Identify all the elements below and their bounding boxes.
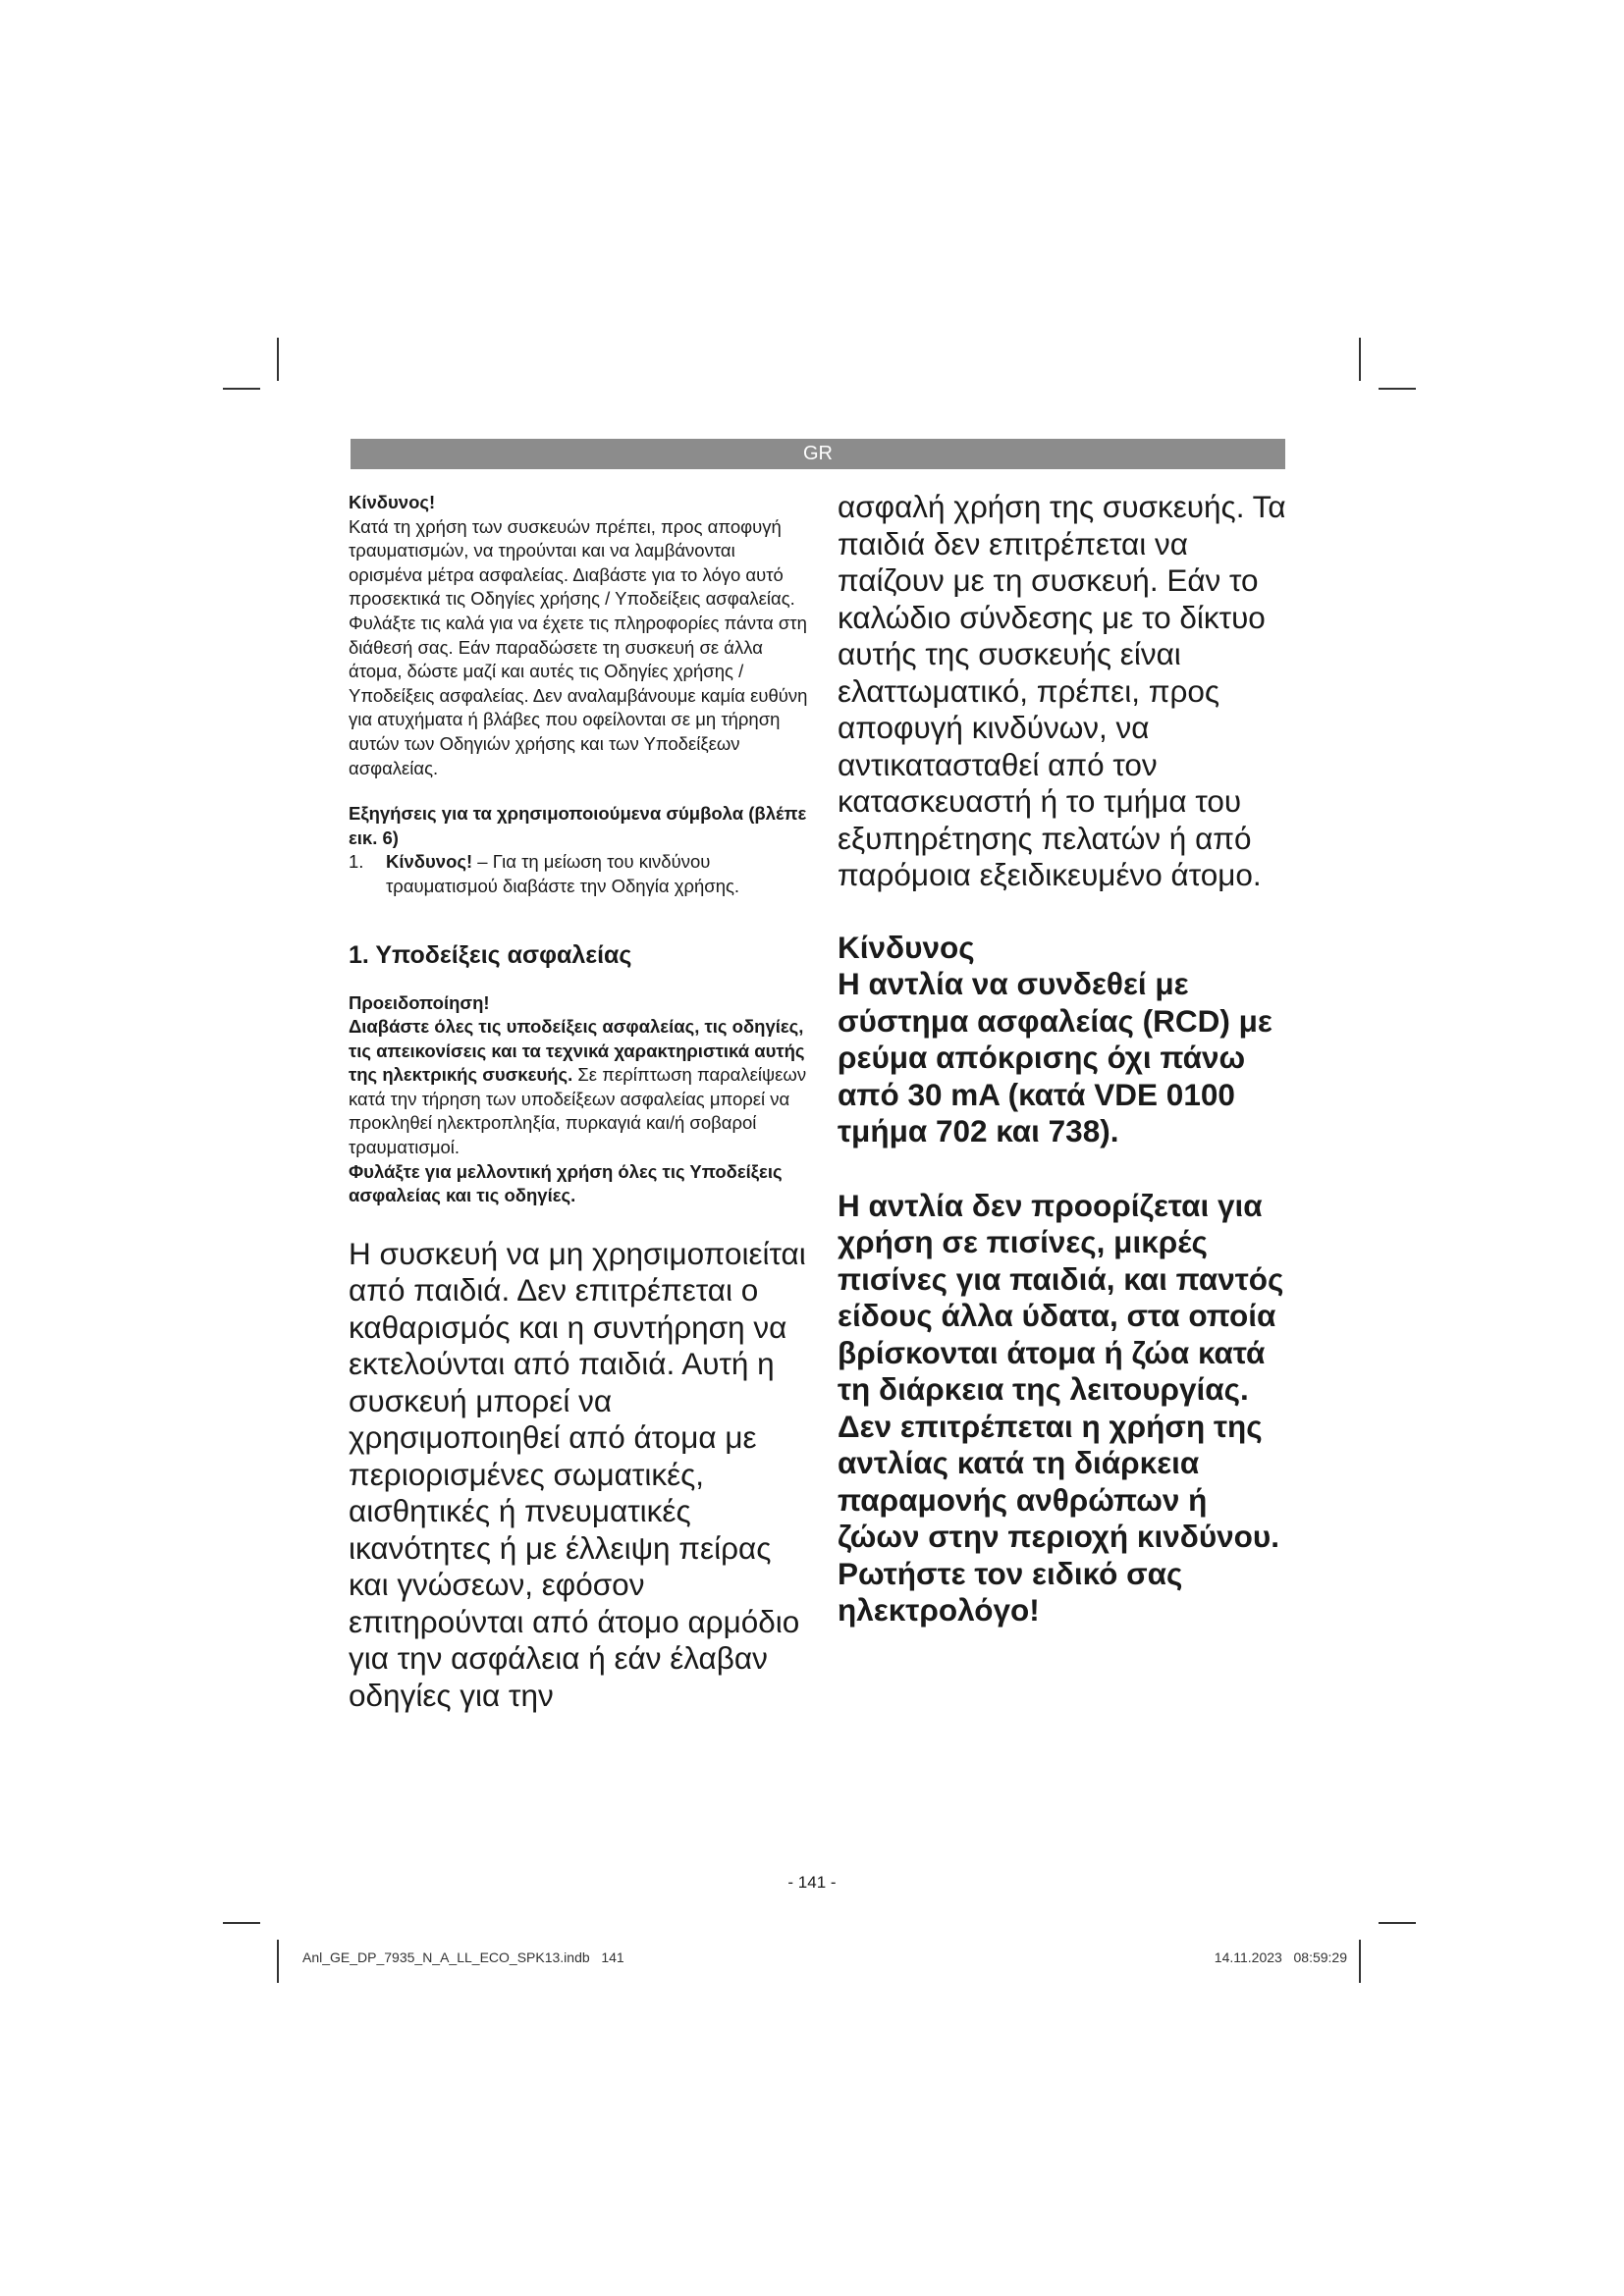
crop-mark-top-left-vertical: [277, 338, 279, 381]
crop-mark-bottom-left-horizontal: [223, 1922, 260, 1924]
list-item-number: 1.: [349, 851, 364, 873]
footer-timestamp: 14.11.2023 08:59:29: [1214, 1949, 1347, 1965]
warning-body: Κατά τη χρήση των συσκευών πρέπει, προς αποφυγή τραυματισμών, να τηρούνται και να λαμβάνονται ορισμένα μέτρα ασφαλείας. Διαβάστε για το λόγο αυτό προσεκτικά τις Οδηγίες χρήσης / Υποδείξεις ασφαλείας. Φυλάξτε τις καλά για να έχετε τις πληροφορίες πάντα στη διάθεσή σας. Εάν παραδώσετε τη συσκευή σε άλλα άτομα, δώστε μαζί και αυτές τις Οδηγίες χρήσης / Υποδείξεις ασφαλείας. Δεν αναλαμβάνουμε καμία ευθύνη για ατυχήματα ή βλάβες που οφείλονται σε μη τήρηση αυτών των Οδηγιών χρήσης και των Υποδείξεων ασφαλείας.: [349, 515, 808, 778]
section-heading: 1. Υποδείξεις ασφαλείας: [349, 940, 632, 969]
language-bar: [351, 439, 1285, 469]
crop-mark-bottom-right-vertical: [1359, 1940, 1361, 1983]
warning-title: Κίνδυνος!: [349, 492, 436, 512]
caution-text: Σε περίπτωση παραλείψεων κατά την τήρηση των υποδείξεων ασφαλείας μπορεί να προκληθεί ηλεκτροπληξία, πυρκαγιά και/ή σοβαροί τραυματισμοί.: [349, 1064, 807, 1158]
list-item-keyword: Κίνδυνος!: [386, 851, 473, 873]
language-code: GR: [803, 443, 833, 464]
footer-file-name: Anl_GE_DP_7935_N_A_LL_ECO_SPK13.indb 141: [302, 1949, 624, 1965]
danger-pools-paragraph: Η αντλία δεν προορίζεται για χρήση σε πισίνες, μικρές πισίνες για παιδιά, και παντός είδους άλλα ύδατα, στα οποία βρίσκονται άτομα ή ζώα κατά τη διάρκεια της λειτουργίας. Δεν επιτρέπεται η χρήση της αντλίας κατά τη διάρκεια παραμονής ανθρώπων ή ζώων στην περιοχή κινδύνου. Ρωτήστε τον ειδικό σας ηλεκτρολόγο!: [838, 1187, 1284, 1628]
danger-title: Κίνδυνος: [838, 929, 975, 965]
caution-keep: Φυλάξτε για μελλοντική χρήση όλες τις Υποδείξεις ασφαλείας και τις οδηγίες.: [349, 1160, 783, 1206]
left-column: [349, 491, 810, 1714]
right-column: [838, 489, 1289, 1629]
caution-bold-text: Διαβάστε όλες τις υποδείξεις ασφαλείας, τις οδηγίες, τις απεικονίσεις και τα τεχνικά χαρακτηριστικά αυτής της ηλεκτρικής συσκευής.: [349, 1016, 805, 1086]
symbols-list-item: [349, 850, 810, 898]
symbols-title: Εξηγήσεις για τα χρησιμοποιούμενα σύμβολα (βλέπε εικ. 6): [349, 803, 807, 848]
crop-mark-top-right-horizontal: [1379, 388, 1416, 390]
caution-paragraph: [349, 1015, 810, 1160]
crop-mark-top-right-vertical: [1359, 338, 1361, 381]
page-number: - 141 -: [787, 1873, 837, 1892]
list-item-text: – Για τη μείωση του κινδύνου τραυματισμού διαβάστε την Οδηγία χρήσης.: [386, 851, 740, 896]
crop-mark-bottom-left-vertical: [277, 1940, 279, 1983]
danger-rcd-paragraph: Η αντλία να συνδεθεί με σύστημα ασφαλείας (RCD) με ρεύμα απόκρισης όχι πάνω από 30 mA (κατά VDE 0100 τμήμα 702 και 738).: [838, 966, 1272, 1148]
crop-mark-bottom-right-horizontal: [1379, 1922, 1416, 1924]
children-paragraph: Η συσκευή να μη χρησιμοποιείται από παιδιά. Δεν επιτρέπεται ο καθαρισμός και η συντήρηση να εκτελούνται από παιδιά. Αυτή η συσκευή μπορεί να χρησιμοποιηθεί από άτομα με περιορισμένες σωματικές, αισθητικές ή πνευματικές ικανότητες ή με έλλειψη πείρας και γνώσεων, εφόσον επιτηρούνται από άτομο αρμόδιο για την ασφάλεια ή εάν έλαβαν οδηγίες για την: [349, 1235, 806, 1713]
crop-mark-top-left-horizontal: [223, 388, 260, 390]
caution-title: Προειδοποίηση!: [349, 991, 490, 1013]
continued-paragraph: ασφαλή χρήση της συσκευής. Τα παιδιά δεν επιτρέπεται να παίζουν με τη συσκευή. Εάν το καλώδιο σύνδεσης με το δίκτυο αυτής της συσκευής είναι ελαττωματικό, πρέπει, προς αποφυγή κινδύνων, να αντικατασταθεί από τον κατασκευαστή ή το τμήμα του εξυπηρέτησης πελατών ή από παρόμοια εξειδικευμένο άτομο.: [838, 489, 1286, 892]
